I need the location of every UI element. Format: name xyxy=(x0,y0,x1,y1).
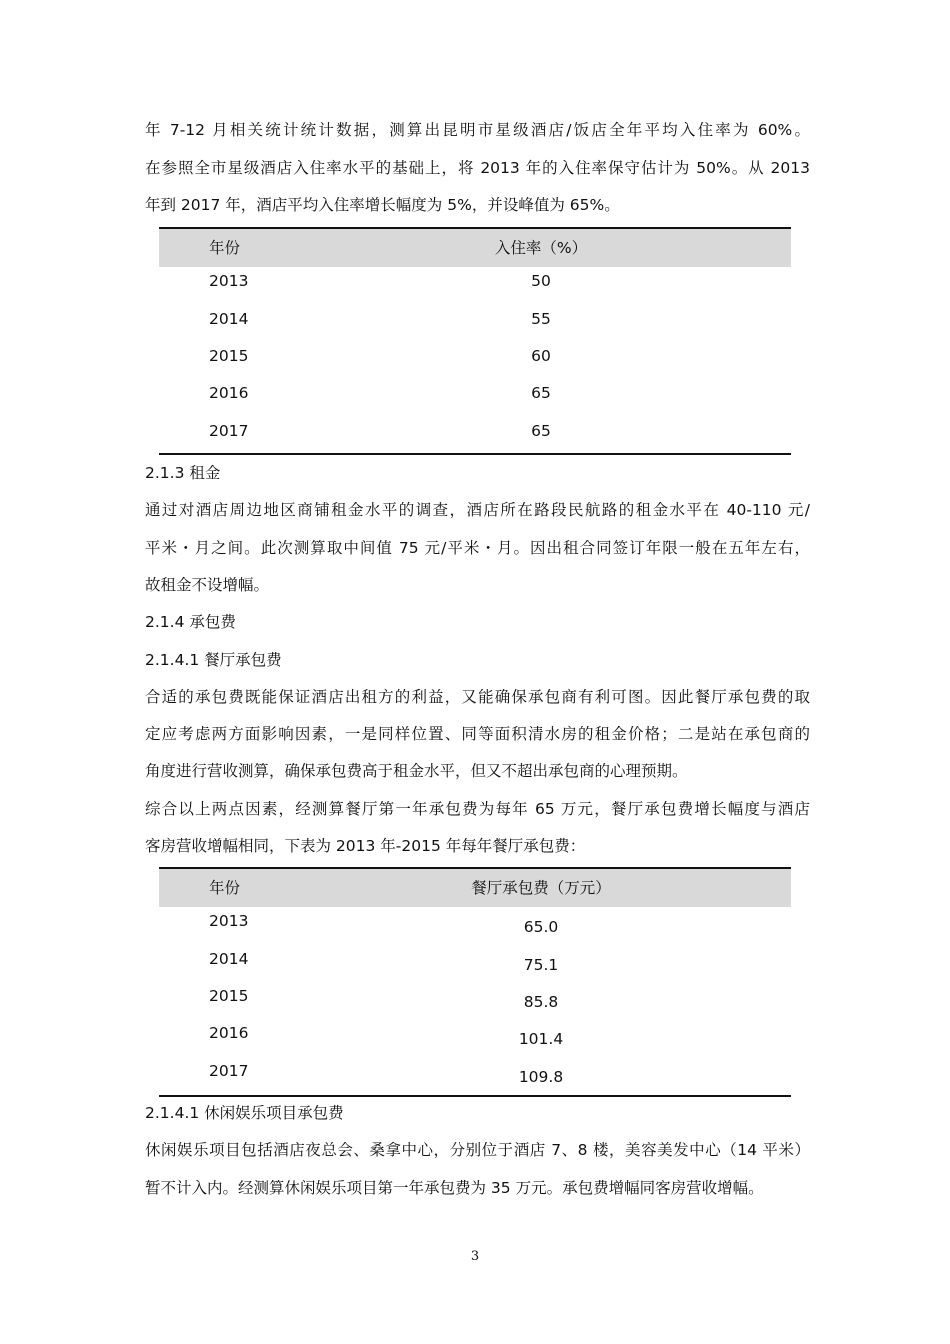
table-cell-year: 2017 xyxy=(209,422,249,440)
paragraph-line: 平米・月之间。此次测算取中间值 75 元/平米・月。因出租合同签订年限一般在五年左右， xyxy=(145,539,810,557)
paragraph-line: 故租金不设增幅。 xyxy=(145,576,270,594)
table-cell-value: 65 xyxy=(531,384,551,402)
table-cell-value: 55 xyxy=(531,310,551,328)
restaurant-fee-table xyxy=(159,867,791,1097)
table-cell-value: 85.8 xyxy=(523,993,559,1011)
table-cell-year: 2017 xyxy=(209,1062,249,1080)
section-heading: 2.1.3 租金 xyxy=(145,464,221,482)
paragraph-line: 定应考虑两方面影响因素，一是同样位置、同等面积清水房的租金价格；二是站在承包商的 xyxy=(145,725,810,743)
table-cell-value: 109.8 xyxy=(518,1068,564,1086)
paragraph-line: 在参照全市星级酒店入住率水平的基础上，将 2013 年的入住率保守估计为 50%。从 2013 xyxy=(145,159,810,177)
table-cell-value: 65 xyxy=(531,422,551,440)
table-bottom-rule xyxy=(159,453,791,455)
occupancy-table xyxy=(159,227,791,455)
page-number: 3 xyxy=(470,1249,480,1264)
paragraph-line: 角度进行营收测算，确保承包费高于租金水平，但又不超出承包商的心理预期。 xyxy=(145,762,688,780)
table-header-fee: 餐厅承包费（万元） xyxy=(471,879,611,897)
table-header-year: 年份 xyxy=(209,239,241,257)
table-header-row xyxy=(159,867,791,907)
table-cell-value: 60 xyxy=(531,347,551,365)
paragraph-line: 年 7-12 月相关统计统计数据，测算出昆明市星级酒店/饭店全年平均入住率为 60%。 xyxy=(145,121,810,139)
table-cell-year: 2015 xyxy=(209,347,249,365)
paragraph-line: 通过对酒店周边地区商铺租金水平的调查，酒店所在路段民航路的租金水平在 40-110 元/ xyxy=(145,501,810,519)
paragraph-line: 暂不计入内。经测算休闲娱乐项目第一年承包费为 35 万元。承包费增幅同客房营收增幅。 xyxy=(145,1179,764,1197)
table-cell-year: 2016 xyxy=(209,384,249,402)
table-bottom-rule xyxy=(159,1095,791,1097)
table-header-year: 年份 xyxy=(209,879,241,897)
table-cell-year: 2013 xyxy=(209,912,249,930)
table-cell-value: 65.0 xyxy=(523,918,559,936)
section-heading: 2.1.4.1 餐厅承包费 xyxy=(145,651,282,669)
section-heading: 2.1.4 承包费 xyxy=(145,613,236,631)
table-cell-value: 75.1 xyxy=(523,956,559,974)
table-cell-year: 2014 xyxy=(209,950,249,968)
table-cell-value: 50 xyxy=(531,272,551,290)
table-header-occupancy: 入住率（%） xyxy=(494,239,588,257)
table-cell-value: 101.4 xyxy=(518,1030,564,1048)
table-cell-year: 2015 xyxy=(209,987,249,1005)
paragraph-line: 休闲娱乐项目包括酒店夜总会、桑拿中心，分别位于酒店 7、8 楼，美容美发中心（14 平米） xyxy=(145,1141,810,1159)
paragraph-line: 年到 2017 年，酒店平均入住率增长幅度为 5%，并设峰值为 65%。 xyxy=(145,196,620,214)
paragraph-line: 合适的承包费既能保证酒店出租方的利益，又能确保承包商有利可图。因此餐厅承包费的取 xyxy=(145,688,810,706)
table-cell-year: 2014 xyxy=(209,310,249,328)
table-cell-year: 2013 xyxy=(209,272,249,290)
table-cell-year: 2016 xyxy=(209,1024,249,1042)
table-header-row xyxy=(159,227,791,267)
paragraph-line: 客房营收增幅相同，下表为 2013 年-2015 年每年餐厅承包费： xyxy=(145,837,586,855)
paragraph-line: 综合以上两点因素，经测算餐厅第一年承包费为每年 65 万元，餐厅承包费增长幅度与酒店 xyxy=(145,800,810,818)
section-heading: 2.1.4.1 休闲娱乐项目承包费 xyxy=(145,1104,344,1122)
